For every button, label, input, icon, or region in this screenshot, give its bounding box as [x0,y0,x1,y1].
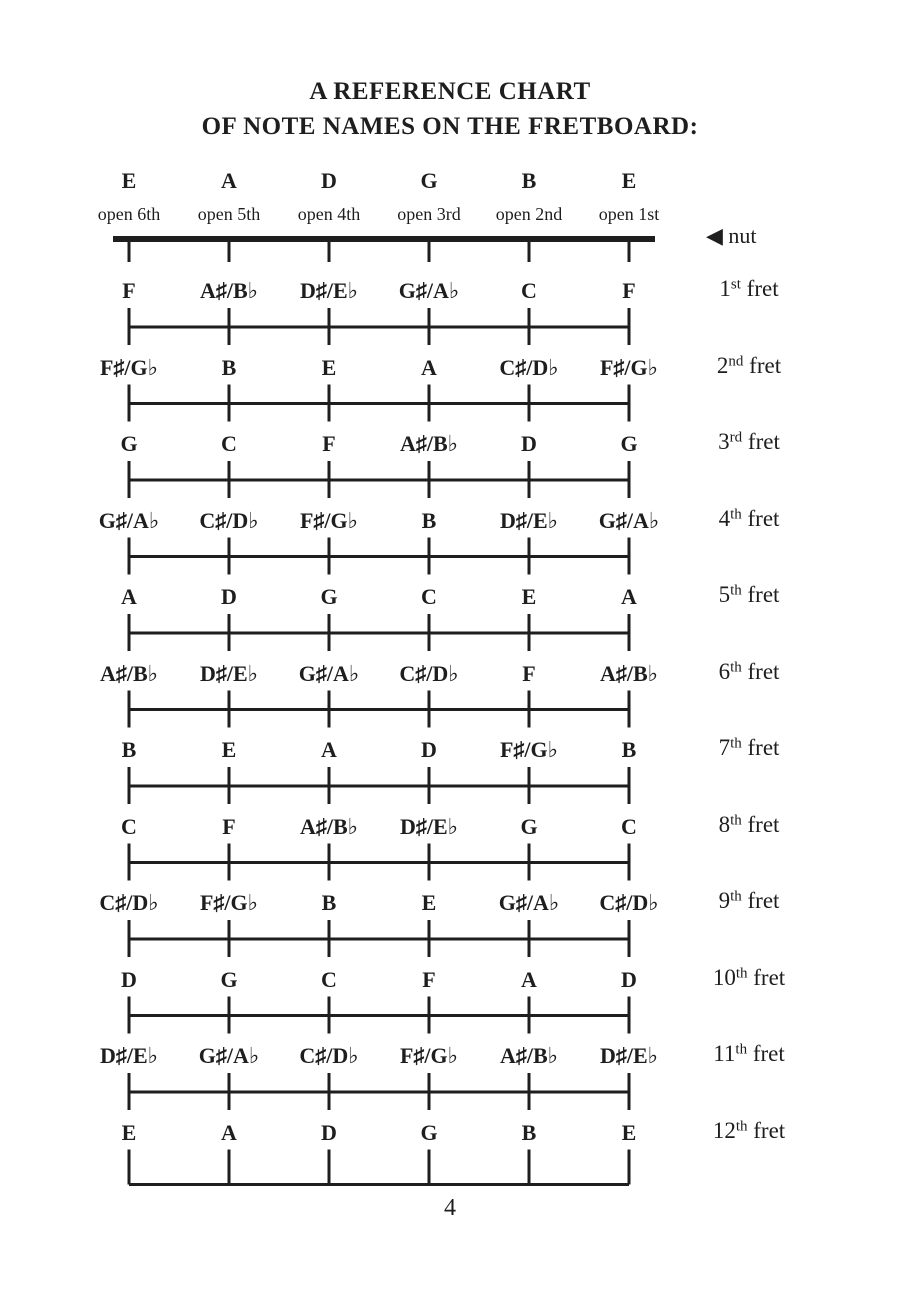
fret-number: 12 [712,1117,736,1143]
fret-label [713,1041,785,1067]
fret-word: fret [741,811,780,837]
fret-note: C♯/D♭ [599,890,659,915]
fret-word: fret [741,582,780,607]
fret-ordinal-suffix: th [735,1041,748,1058]
nut-label: ◀ nut [706,223,757,248]
fret-note: F [122,278,136,303]
fret-number: 4 [718,505,731,531]
open-string-label: open 3rd [397,204,461,224]
fret-note: B [321,890,337,915]
fret-word: fret [747,964,786,990]
fret-note: A♯/B♭ [499,1043,559,1068]
fret-note: C♯/D♭ [499,354,559,380]
fret-note: D♯/E♭ [399,813,459,839]
fret-ordinal-suffix: th [735,1118,748,1134]
fret-note: A [221,1119,237,1145]
fret-note: A♯/B♭ [199,278,259,303]
title-line-1: A REFERENCE CHART [309,78,591,105]
fret-number: 2 [716,352,729,378]
fret-note: D♯/E♭ [499,507,559,533]
fret-note: F [522,660,536,686]
fret-ordinal-suffix: th [730,506,742,522]
fret-note: A [421,354,437,380]
fret-ordinal-suffix: th [730,735,742,752]
fret-note: B [421,507,437,533]
fret-number: 6 [718,658,731,684]
fret-note: D♯/E♭ [199,660,259,686]
fret-label [719,735,780,761]
fret-word: fret [741,735,780,760]
fret-note: A♯/B♭ [599,660,659,686]
fret-label [719,582,780,608]
fret-note: D♯/E♭ [299,278,359,303]
page-number: 4 [444,1195,456,1221]
fret-note: D [421,737,437,762]
fret-note: D♯/E♭ [599,1043,659,1068]
fret-note: A [621,584,637,609]
fret-note: B [621,737,637,762]
fret-label [719,506,780,532]
fret-note: G♯/A♭ [198,1043,260,1068]
fret-ordinal-suffix: rd [729,429,743,446]
fret-note: B [121,737,137,762]
fret-word: fret [747,1117,786,1143]
fret-note: G [220,966,238,992]
fret-label [719,888,780,914]
fret-note: C [221,431,237,456]
fret-note: A♯/B♭ [99,660,159,686]
fret-number: 5 [718,582,731,607]
fret-note: E [221,737,237,762]
fret-word: fret [747,1041,785,1066]
fret-ordinal-suffix: nd [728,353,744,369]
fret-note: D [621,966,637,992]
fret-note: B [521,1119,537,1145]
fret-note: C [621,813,637,839]
fret-note: E [521,584,537,609]
fret-note: G [520,813,538,839]
fret-note: G♯/A♭ [498,890,560,915]
fret-number: 8 [718,811,731,837]
fret-ordinal-suffix: th [730,812,742,828]
fret-note: G [420,1119,438,1145]
title-line-2: OF NOTE NAMES ON THE FRETBOARD: [201,113,699,140]
fret-note: F♯/G♭ [99,354,159,380]
fret-note: E [621,1119,637,1145]
fret-note: C♯/D♭ [399,660,459,686]
fret-label [718,429,780,455]
fret-note: E [121,1119,137,1145]
fret-ordinal-suffix: th [730,582,742,599]
fret-note: F [622,278,636,303]
fret-note: A [521,966,537,992]
fret-label [719,812,780,838]
fret-note: C [521,278,537,303]
fret-number: 10 [712,964,736,990]
open-string-label: open 6th [97,204,161,224]
fret-number: 11 [713,1041,736,1066]
open-string-label: open 5th [197,204,261,224]
fret-note: G♯/A♭ [298,660,360,686]
fret-note: F♯/G♭ [599,354,659,380]
fret-note: C♯/D♭ [99,890,159,915]
open-string-note: E [621,168,637,193]
fret-note: D [121,966,137,992]
fret-note: E [321,354,337,380]
fret-note: A [321,737,337,762]
fret-label [719,659,780,685]
fret-note: D [521,431,537,456]
fret-label [717,353,781,379]
fret-number: 1 [719,276,731,301]
fret-label [713,965,785,991]
fret-note: F [322,431,336,456]
fret-note: A♯/B♭ [299,813,359,839]
open-string-note: D [321,168,337,193]
fret-note: G♯/A♭ [98,507,160,533]
fret-label [713,1118,785,1144]
open-string-note: B [521,168,537,193]
open-string-note: E [121,168,137,193]
open-string-label: open 2nd [495,204,563,224]
fret-number: 3 [718,429,730,454]
fret-ordinal-suffix: th [730,659,742,675]
fret-word: fret [740,276,779,301]
fret-note: G♯/A♭ [598,507,660,533]
fret-note: G [120,431,138,456]
fret-note: F♯/G♭ [299,507,359,533]
fret-note: D [221,584,237,609]
fret-word: fret [742,429,780,454]
fret-word: fret [741,888,780,913]
fret-note: B [221,354,237,380]
fret-label [719,276,778,302]
fret-number: 7 [718,735,731,760]
fret-word: fret [743,352,782,378]
open-string-label: open 4th [297,204,361,224]
fret-note: A♯/B♭ [399,431,459,456]
fret-note: C [121,813,137,839]
open-string-label: open 1st [598,204,660,224]
fret-ordinal-suffix: th [730,888,742,905]
fret-note: C [421,584,437,609]
fret-note: G♯/A♭ [398,278,460,303]
open-string-note: G [420,168,438,193]
open-string-note: A [221,168,237,193]
fret-word: fret [741,658,780,684]
fret-note: E [421,890,437,915]
fret-note: C♯/D♭ [299,1043,359,1068]
fret-note: F [422,966,436,992]
fret-word: fret [741,505,780,531]
fret-ordinal-suffix: st [730,276,741,293]
fret-note: F [222,813,236,839]
fret-note: G [320,584,338,609]
fret-note: D [321,1119,337,1145]
fret-note: C [321,966,337,992]
fret-note: F♯/G♭ [399,1043,459,1068]
fret-note: F♯/G♭ [499,737,559,762]
fret-ordinal-suffix: th [735,965,748,981]
fret-note: G [620,431,638,456]
fret-note: F♯/G♭ [199,890,259,915]
fret-note: D♯/E♭ [99,1043,159,1068]
fret-number: 9 [718,888,731,913]
fret-note: A [121,584,137,609]
fret-note: C♯/D♭ [199,507,259,533]
